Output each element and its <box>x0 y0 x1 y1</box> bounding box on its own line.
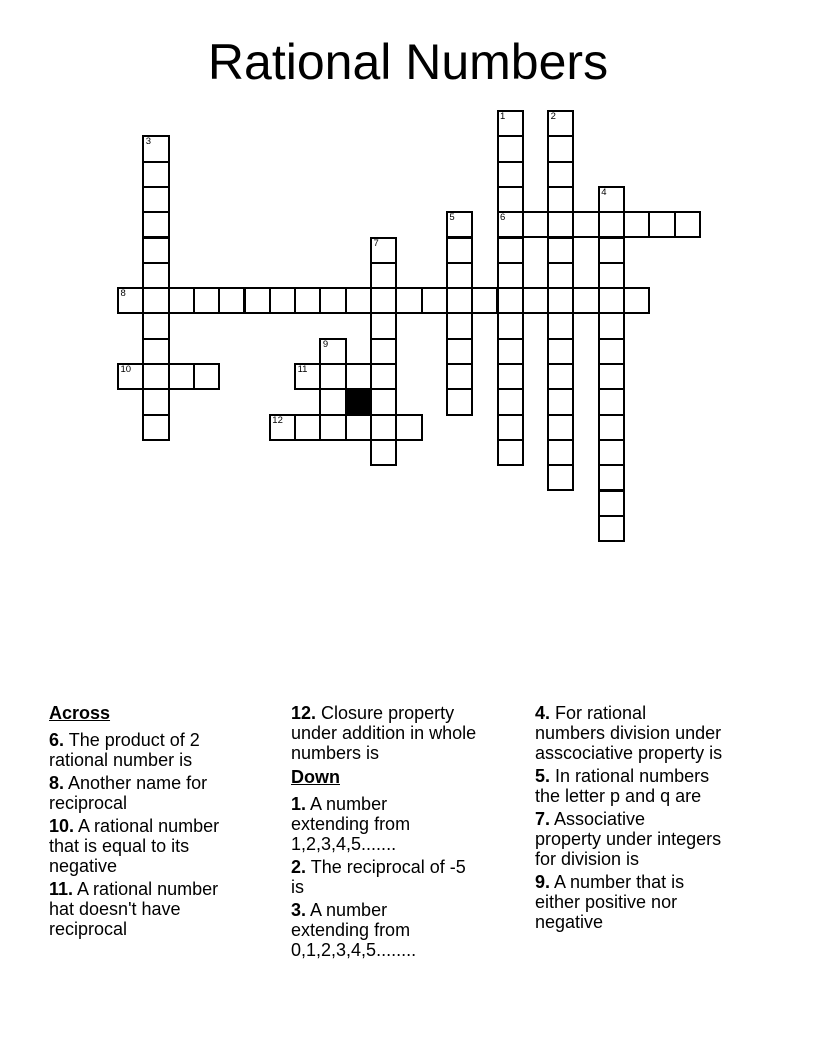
grid-cell <box>471 287 498 314</box>
grid-cell <box>446 262 473 289</box>
grid-cell <box>370 237 397 264</box>
cell-number: 8 <box>120 288 126 300</box>
grid-cell <box>142 161 169 188</box>
grid-cell <box>142 388 169 415</box>
grid-cell <box>319 414 346 441</box>
clue-number: 2. <box>291 857 307 877</box>
clue-text: A number extending from 1,2,3,4,5....... <box>291 794 411 854</box>
clue-text: The product of 2 rational number is <box>49 730 200 770</box>
grid-cell <box>497 338 524 365</box>
grid-cell <box>598 464 625 491</box>
grid-cell <box>522 211 549 238</box>
grid-cell <box>345 287 372 314</box>
grid-cell <box>142 211 169 238</box>
grid-cell <box>497 211 524 238</box>
clue-text: A rational number hat doesn't have reciprocal <box>49 879 219 939</box>
clue-number: 8. <box>49 773 65 793</box>
grid-cell <box>598 490 625 517</box>
grid-cell <box>598 439 625 466</box>
grid-cell <box>598 262 625 289</box>
grid-cell <box>269 414 296 441</box>
grid-cell <box>598 414 625 441</box>
grid-cell <box>497 287 524 314</box>
grid-cell <box>345 363 372 390</box>
grid-cell <box>193 287 220 314</box>
grid-cell <box>547 262 574 289</box>
grid-cell <box>395 287 422 314</box>
grid-cell <box>522 287 549 314</box>
clue-number: 7. <box>535 809 551 829</box>
clue-2 <box>291 857 510 897</box>
grid-cell <box>497 110 524 137</box>
grid-cell <box>547 312 574 339</box>
clue-3 <box>291 900 510 960</box>
cell-number: 12 <box>272 414 283 426</box>
grid-cell <box>547 363 574 390</box>
clue-number: 9. <box>535 872 551 892</box>
clue-number: 11. <box>49 879 74 899</box>
grid-cell <box>142 414 169 441</box>
clue-number: 6. <box>49 730 65 750</box>
grid-cell <box>319 287 346 314</box>
grid-cell <box>142 237 169 264</box>
grid-cell <box>598 287 625 314</box>
clue-number: 10. <box>49 816 75 836</box>
grid-cell <box>218 287 245 314</box>
grid-cell <box>547 237 574 264</box>
grid-cell <box>598 338 625 365</box>
grid-cell <box>598 186 625 213</box>
grid-cell <box>370 312 397 339</box>
grid-cell <box>547 464 574 491</box>
clue-text: In rational numbers the letter p and q are <box>535 766 710 806</box>
grid-cell <box>598 515 625 542</box>
clue-6 <box>49 730 271 770</box>
grid-cell <box>497 186 524 213</box>
cell-number: 11 <box>297 364 308 375</box>
grid-cell <box>497 388 524 415</box>
grid-cell <box>547 439 574 466</box>
clue-8 <box>49 773 271 813</box>
grid-cell <box>497 161 524 188</box>
cell-number: 3 <box>145 136 152 148</box>
clues-column-2 <box>291 703 510 963</box>
grid-cell <box>547 338 574 365</box>
grid-cell <box>547 211 574 238</box>
grid-cell <box>294 287 321 314</box>
clue-11 <box>49 879 271 939</box>
grid-cell <box>142 262 169 289</box>
grid-cell <box>598 312 625 339</box>
grid-cell <box>370 414 397 441</box>
grid-cell <box>142 287 169 314</box>
cell-number: 2 <box>550 111 556 122</box>
grid-cell <box>370 262 397 289</box>
grid-cell <box>370 338 397 365</box>
grid-cell <box>598 363 625 390</box>
clue-10 <box>49 816 271 876</box>
grid-cell <box>547 388 574 415</box>
grid-cell <box>370 287 397 314</box>
grid-cell <box>168 287 195 314</box>
grid-cell <box>319 388 346 415</box>
clue-text: A number extending from 0,1,2,3,4,5........ <box>291 900 417 960</box>
clue-text: Associative property under integers for division is <box>535 809 722 869</box>
grid-cell <box>446 338 473 365</box>
grid-cell <box>421 287 448 314</box>
grid-cell <box>370 363 397 390</box>
grid-cell <box>168 363 195 390</box>
cell-number: 10 <box>120 364 132 375</box>
puzzle-title: Rational Numbers <box>207 34 609 90</box>
grid-cell <box>294 414 321 441</box>
crossword-grid <box>117 110 701 543</box>
grid-cell <box>446 312 473 339</box>
grid-cell <box>572 287 599 314</box>
grid-cell <box>142 363 169 390</box>
cell-number: 1 <box>500 111 506 122</box>
grid-cell <box>142 186 169 213</box>
cell-number: 6 <box>500 212 506 224</box>
clue-text: Closure property under addition in whole numbers is <box>291 703 477 763</box>
grid-cell <box>142 338 169 365</box>
clue-text: A number that is either positive nor negative <box>535 872 685 932</box>
grid-cell <box>547 110 574 137</box>
grid-cell <box>497 439 524 466</box>
clue-7 <box>535 809 754 869</box>
grid-cell <box>572 211 599 238</box>
grid-cell <box>497 237 524 264</box>
grid-cell <box>547 287 574 314</box>
grid-cell <box>547 186 574 213</box>
grid-cell <box>547 161 574 188</box>
grid-cell <box>598 211 625 238</box>
clue-text: Another name for reciprocal <box>49 773 208 813</box>
grid-cell <box>598 388 625 415</box>
clues-column-1 <box>49 703 271 942</box>
grid-cell <box>117 363 144 390</box>
grid-cell <box>446 287 473 314</box>
grid-cell <box>117 287 144 314</box>
clues-column-3 <box>535 703 754 935</box>
cell-number: 9 <box>322 338 329 350</box>
grid-cell <box>497 135 524 162</box>
grid-cell <box>497 262 524 289</box>
grid-cell <box>446 388 473 415</box>
grid-cell <box>319 363 346 390</box>
grid-cell <box>395 414 422 441</box>
clue-text: For rational numbers division under asscociative property is <box>535 703 723 763</box>
grid-cell <box>648 211 675 238</box>
clue-number: 1. <box>291 794 307 814</box>
grid-cell <box>674 211 701 238</box>
down-header: Down <box>291 767 340 787</box>
grid-cell <box>269 287 296 314</box>
clue-number: 3. <box>291 900 307 920</box>
grid-cell <box>370 388 397 415</box>
grid-cell <box>497 312 524 339</box>
cell-number: 7 <box>373 237 379 249</box>
grid-cell <box>345 414 372 441</box>
grid-cell <box>497 363 524 390</box>
clue-9 <box>535 872 754 932</box>
grid-cell <box>319 338 346 365</box>
clue-1 <box>291 794 510 854</box>
grid-cell <box>294 363 321 390</box>
clue-number: 5. <box>535 766 551 786</box>
grid-cell <box>547 135 574 162</box>
cell-number: 5 <box>449 212 455 224</box>
grid-cell <box>446 237 473 264</box>
grid-cell <box>244 287 271 314</box>
clue-text: The reciprocal of -5 is <box>291 857 466 897</box>
grid-cell <box>598 237 625 264</box>
clue-12 <box>291 703 510 763</box>
across-header: Across <box>49 703 111 723</box>
clue-text: A rational number that is equal to its negative <box>49 816 220 876</box>
grid-cell <box>547 414 574 441</box>
grid-cell <box>623 211 650 238</box>
grid-cell <box>142 312 169 339</box>
grid-cell <box>193 363 220 390</box>
clue-number: 4. <box>535 703 551 723</box>
grid-cell <box>623 287 650 314</box>
grid-cell <box>370 439 397 466</box>
clue-5 <box>535 766 754 806</box>
clue-number: 12. <box>291 703 317 723</box>
clue-4 <box>535 703 754 763</box>
grid-cell <box>497 414 524 441</box>
grid-cell <box>446 211 473 238</box>
grid-cell <box>446 363 473 390</box>
grid-cell <box>142 135 169 162</box>
black-cell <box>345 388 372 415</box>
cell-number: 4 <box>601 186 607 198</box>
